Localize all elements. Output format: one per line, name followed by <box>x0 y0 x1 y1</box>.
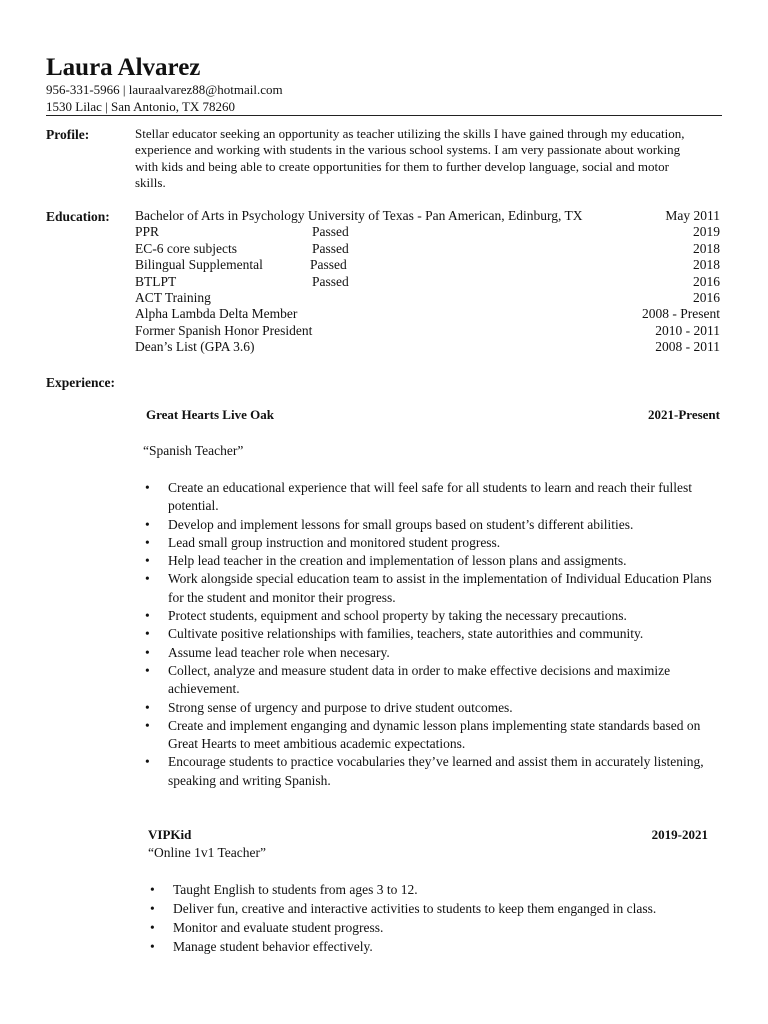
employer-name: Great Hearts Live Oak <box>146 407 274 422</box>
bullet-icon: • <box>145 571 150 587</box>
duty-text: Monitor and evaluate student progress. <box>173 920 384 935</box>
resume-name: Laura Alvarez <box>46 54 201 81</box>
education-date: 2008 - 2011 <box>655 339 720 355</box>
education-label: Education: <box>46 209 110 224</box>
contact-address: 1530 Lilac | San Antonio, TX 78260 <box>46 99 236 114</box>
duty-text: Create and implement enganging and dynamic lesson plans implementing state standards based on Great Hearts to meet ambitious academic expectations. <box>168 717 701 752</box>
education-item: ACT Training <box>135 290 211 305</box>
duty-item <box>145 699 725 717</box>
job-duties-list <box>145 479 725 790</box>
bullet-icon: • <box>145 644 150 660</box>
bullet-icon: • <box>150 920 155 935</box>
duty-text: Strong sense of urgency and purpose to drive student outcomes. <box>168 699 513 715</box>
bullet-icon: • <box>145 717 150 733</box>
bullet-icon: • <box>145 480 150 495</box>
duty-text: Help lead teacher in the creation and implementation of lesson plans and assigments. <box>168 553 627 569</box>
duty-item <box>145 753 725 790</box>
education-item: Alpha Lambda Delta Member <box>135 306 298 322</box>
profile-line: with kids and being able to create opportunities for them to further develop language, social and motor <box>135 158 669 174</box>
education-date: 2019 <box>693 224 720 240</box>
employment-dates: 2021-Present <box>648 407 720 422</box>
education-item: BTLPT <box>135 273 177 289</box>
duty-item <box>145 516 725 534</box>
education-status: Passed <box>312 224 349 240</box>
job-title: “Spanish Teacher” <box>143 443 244 458</box>
education-row <box>135 323 720 339</box>
bullet-icon: • <box>145 534 150 550</box>
job-title: “Online 1v1 Teacher” <box>148 845 266 860</box>
employment-dates: 2019-2021 <box>651 827 708 842</box>
profile-line: experience and working with students in the various school systems. I am very passionate about working <box>135 142 681 158</box>
education-item: PPR <box>135 224 160 240</box>
header-divider <box>46 115 722 116</box>
duty-item <box>145 625 725 643</box>
bullet-icon: • <box>145 608 150 624</box>
bullet-icon: • <box>145 626 150 642</box>
education-date: 2010 - 2011 <box>655 322 720 338</box>
education-row <box>135 208 720 224</box>
duty-item <box>145 570 725 607</box>
duty-text: Create an educational experience that will feel safe for all students to learn and reach their fullest potential. <box>168 480 693 514</box>
duty-text: Lead small group instruction and monitored student progress. <box>168 534 501 550</box>
profile-line: skills. <box>135 174 166 190</box>
job-duties-list <box>150 880 725 956</box>
bullet-icon: • <box>145 516 150 532</box>
bullet-icon: • <box>145 699 150 715</box>
duty-text: Protect students, equipment and school property by taking the necessary precautions. <box>168 608 627 624</box>
education-item: Dean’s List (GPA 3.6) <box>135 339 255 355</box>
education-item: Bilingual Supplemental <box>135 257 263 273</box>
duty-item <box>145 644 725 662</box>
duty-text: Deliver fun, creative and interactive activities to students to keep them enganged in class. <box>173 901 657 916</box>
duty-item <box>145 662 725 699</box>
education-status: Passed <box>312 240 349 256</box>
duty-item <box>150 899 725 918</box>
education-date: May 2011 <box>665 208 720 223</box>
employer-name: VIPKid <box>148 827 192 842</box>
education-date: 2016 <box>693 290 720 305</box>
bullet-icon: • <box>145 754 150 770</box>
education-row <box>135 241 720 257</box>
profile-label: Profile: <box>46 127 90 142</box>
duty-text: Encourage students to practice vocabularies they’ve learned and assist them in accurately listening, speaking and writing Spanish. <box>168 754 704 788</box>
profile-text <box>135 126 725 191</box>
education-date: 2016 <box>693 273 720 289</box>
duty-item <box>145 534 725 552</box>
duty-item <box>150 880 725 899</box>
profile-line: Stellar educator seeking an opportunity as teacher utilizing the skills I have gained through my education, <box>135 126 685 141</box>
duty-text: Manage student behavior effectively. <box>173 939 373 954</box>
duty-item <box>150 918 725 937</box>
duty-item <box>145 607 725 625</box>
education-row <box>135 257 720 273</box>
duty-text: Assume lead teacher role when necesary. <box>168 644 390 660</box>
education-date: 2008 - Present <box>642 306 720 322</box>
bullet-icon: • <box>150 939 155 954</box>
education-row <box>135 339 720 355</box>
education-row <box>135 290 720 306</box>
bullet-icon: • <box>145 662 150 678</box>
education-item: Bachelor of Arts in Psychology University of Texas - Pan American, Edinburg, TX <box>135 208 583 223</box>
bullet-icon: • <box>145 553 150 569</box>
experience-label: Experience: <box>46 375 115 390</box>
bullet-icon: • <box>150 882 155 897</box>
education-row <box>135 224 720 240</box>
duty-item <box>145 717 725 754</box>
duty-text: Cultivate positive relationships with families, teachers, state autorithies and community. <box>168 626 644 642</box>
education-status: Passed <box>310 257 347 273</box>
duty-text: Work alongside special education team to assist in the implementation of Individual Education Plans for the student and monitor their progress. <box>168 571 712 605</box>
education-date: 2018 <box>693 257 720 273</box>
education-item: EC-6 core subjects <box>135 240 237 256</box>
education-row <box>135 274 720 290</box>
education-row <box>135 306 720 322</box>
education-date: 2018 <box>693 240 720 256</box>
bullet-icon: • <box>150 901 155 916</box>
duty-item <box>145 552 725 570</box>
duty-text: Develop and implement lessons for small groups based on student’s different abilities. <box>168 516 634 532</box>
duty-text: Collect, analyze and measure student data in order to make effective decisions and maximize achievement. <box>168 662 671 697</box>
duty-item <box>145 479 725 516</box>
education-item: Former Spanish Honor President <box>135 322 313 338</box>
contact-phone-email: 956-331-5966 | lauraalvarez88@hotmail.com <box>46 82 283 97</box>
education-status: Passed <box>312 273 349 289</box>
duty-text: Taught English to students from ages 3 to 12. <box>173 882 418 897</box>
duty-item <box>150 937 725 956</box>
